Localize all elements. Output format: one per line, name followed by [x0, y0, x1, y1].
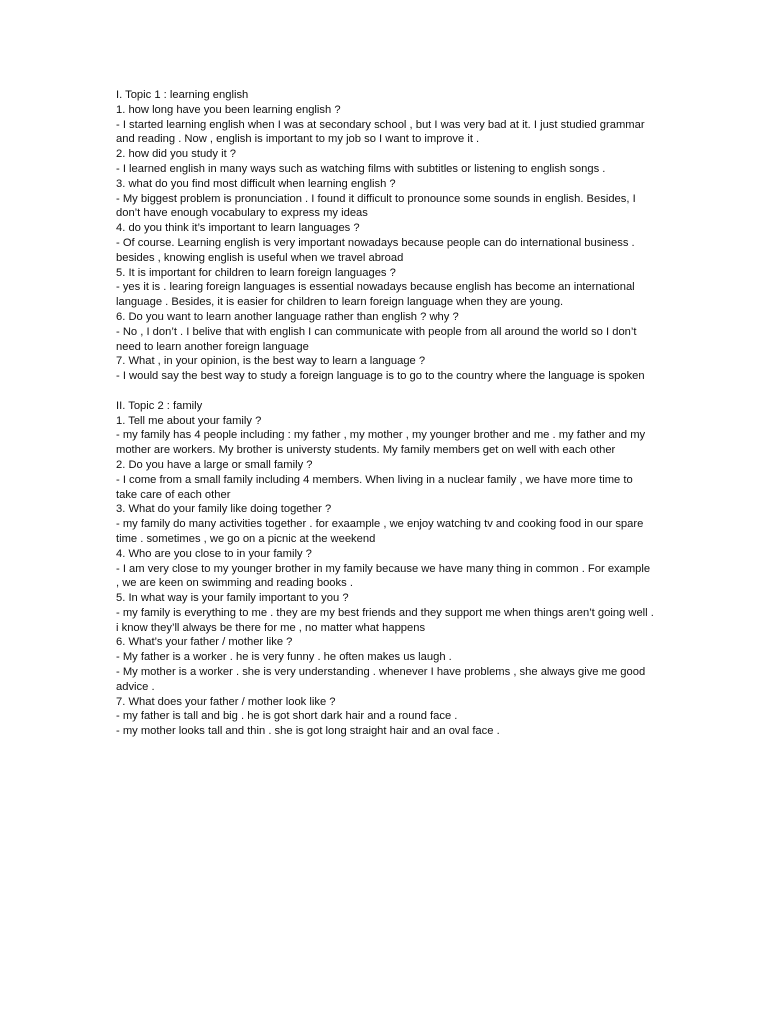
topic-1-question-4: 4. do you think it’s important to learn languages ? — [116, 222, 360, 235]
topic-2-question-2: 2. Do you have a large or small family ? — [116, 458, 313, 471]
topic-1-answer-4: - Of course. Learning english is very important nowadays because people can do international business . besides , knowing english is useful when we travel abroad — [116, 236, 635, 264]
topic-2-question-6: 6. What’s your father / mother like ? — [116, 636, 293, 649]
topic-1-question-2: 2. how did you study it ? — [116, 148, 237, 161]
topic-2-answer-4: - I am very close to my younger brother in my family because we have many thing in common . For example , we are keen on swimming and reading books . — [116, 562, 651, 590]
topic-2-heading: II. Topic 2 : family — [116, 399, 203, 412]
topic-1-answer-2: - I learned english in many ways such as watching films with subtitles or listening to english songs . — [116, 162, 606, 175]
topic-2-answer-7-father: - my father is tall and big . he is got short dark hair and a round face . — [116, 710, 458, 723]
topic-2-question-3: 3. What do your family like doing together ? — [116, 503, 332, 516]
topic-1-question-6: 6. Do you want to learn another language rather than english ? why ? — [116, 310, 459, 323]
topic-2-answer-6-mother: - My mother is a worker . she is very understanding . whenever I have problems , she always give me good advice . — [116, 666, 646, 693]
section-spacer — [116, 384, 656, 399]
topic-2-question-4: 4. Who are you close to in your family ? — [116, 547, 312, 560]
topic-1-question-7: 7. What , in your opinion, is the best way to learn a language ? — [116, 355, 426, 368]
topic-2-answer-2: - I come from a small family including 4 members. When living in a nuclear family , we have more time to take care of each other — [116, 473, 633, 501]
topic-2-answer-6-father: - My father is a worker . he is very funny . he often makes us laugh . — [116, 651, 452, 664]
topic-2-question-5: 5. In what way is your family important to you ? — [116, 592, 349, 605]
topic-2-answer-5: - my family is everything to me . they are my best friends and they support me when things aren’t going well . i know they’ll always be there for me , no matter what happens — [116, 606, 654, 634]
topic-1-answer-5: - yes it is . learing foreign languages is essential nowadays because english has become an international language . Besides, it is easier for children to learn foreign language when they are young. — [116, 281, 635, 309]
topic-1-question-3: 3. what do you find most difficult when learning english ? — [116, 177, 396, 190]
document-body — [116, 88, 656, 739]
topic-2-question-7: 7. What does your father / mother look like ? — [116, 695, 336, 708]
topic-1-answer-6: - No , I don’t . I belive that with english I can communicate with people from all around the world so I don’t need to learn another foreign language — [116, 325, 637, 353]
topic-1-answer-7: - I would say the best way to study a foreign language is to go to the country where the language is spoken — [116, 370, 645, 383]
topic-1-question-1: 1. how long have you been learning english ? — [116, 103, 341, 116]
topic-1-answer-1: - I started learning english when I was at secondary school , but I was very bad at it. I just studied grammar and reading . Now , english is important to my job so I want to improve it . — [116, 118, 645, 146]
topic-2-answer-1: - my family has 4 people including : my father , my mother , my younger brother and me . my father and my mother are workers. My brother is universty students. My family members get on well with each other — [116, 429, 646, 457]
topic-1-heading: I. Topic 1 : learning english — [116, 89, 249, 101]
topic-1-answer-3: - My biggest problem is pronunciation . I found it difficult to pronounce some sounds in english. Besides, I don’t have enough vocabulary to express my ideas — [116, 192, 636, 220]
topic-2-answer-7-mother: - my mother looks tall and thin . she is got long straight hair and an oval face . — [116, 725, 500, 738]
topic-1-question-5: 5. It is important for children to learn foreign languages ? — [116, 266, 396, 279]
topic-2-question-1: 1. Tell me about your family ? — [116, 414, 262, 427]
topic-2-answer-3: - my family do many activities together . for exaample , we enjoy watching tv and cooking food in our spare time . sometimes , we go on a picnic at the weekend — [116, 518, 644, 545]
